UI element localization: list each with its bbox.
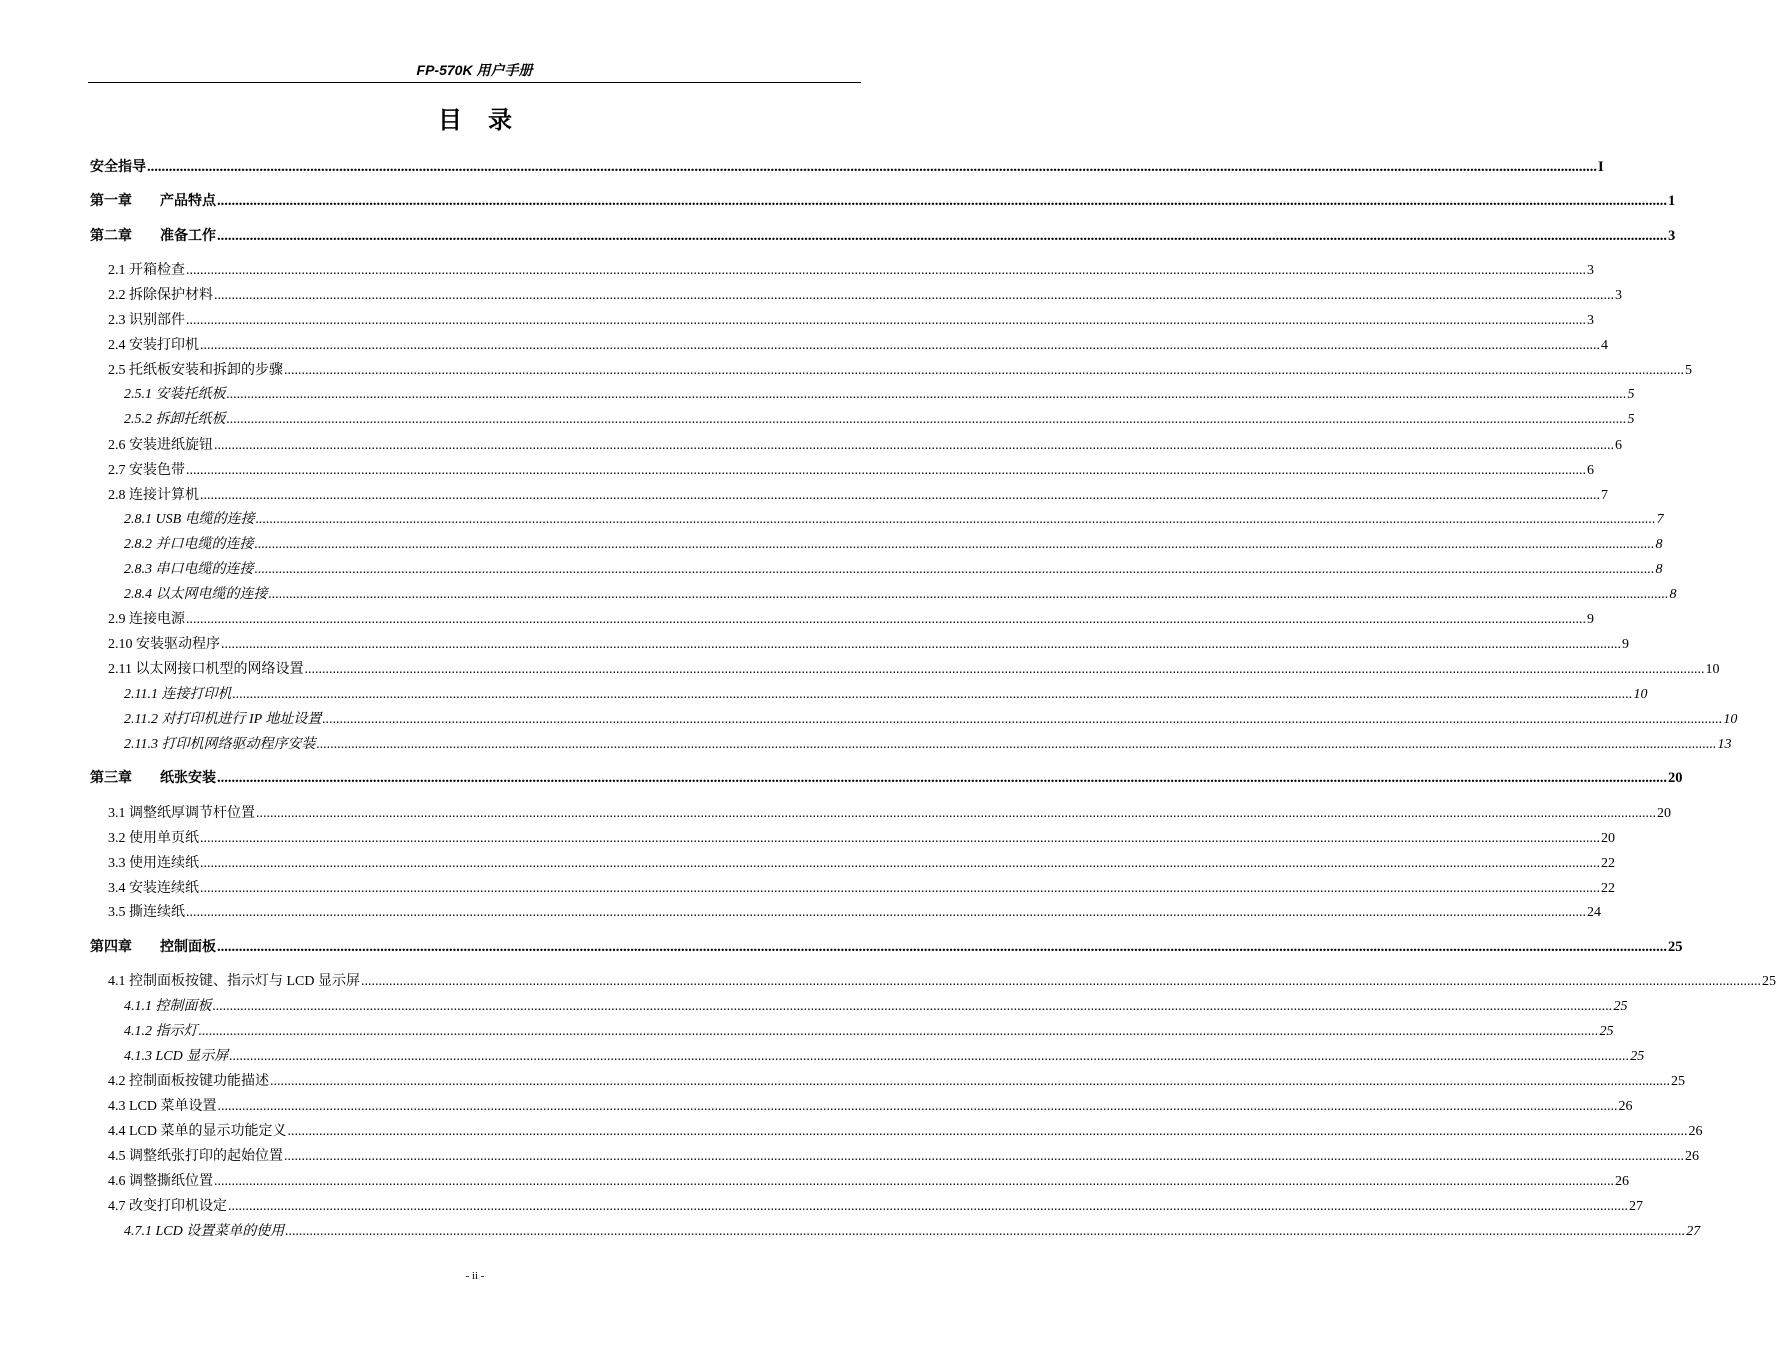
toc-entry-label: 3.5 撕连续纸 bbox=[108, 905, 185, 920]
toc-entry-page: 26 bbox=[1685, 1149, 1699, 1164]
toc-entry-label: 2.5 托纸板安装和拆卸的步骤 bbox=[108, 363, 283, 378]
toc-entry-page: 24 bbox=[1587, 905, 1601, 920]
toc-entry-page: 22 bbox=[1601, 881, 1615, 896]
toc-entry[interactable] bbox=[108, 1095, 1633, 1115]
toc-leader-dots: ................................................................................................................................................................................................................................................................................................................................................................................................................ bbox=[198, 1024, 1599, 1039]
toc-leader-dots: ................................................................................................................................................................................................................................................................................................................................................................................................................ bbox=[232, 687, 1633, 702]
running-header: FP-570K 用户手册 bbox=[416, 62, 533, 78]
page-number: - ii - bbox=[465, 1270, 485, 1282]
toc-entry-label: 2.8.4 以太网电缆的连接 bbox=[124, 587, 268, 602]
toc-entry-page: 25 bbox=[1630, 1049, 1645, 1064]
toc-leader-dots: ................................................................................................................................................................................................................................................................................................................................................................................................................ bbox=[217, 1099, 1618, 1114]
toc-leader-dots: ................................................................................................................................................................................................................................................................................................................................................................................................................ bbox=[285, 1224, 1686, 1239]
toc-leader-dots: ................................................................................................................................................................................................................................................................................................................................................................................................................ bbox=[226, 387, 1627, 402]
toc-entry[interactable] bbox=[90, 156, 1604, 176]
toc-entry-page: 25 bbox=[1668, 939, 1683, 955]
toc-entry[interactable] bbox=[124, 708, 1738, 728]
toc-entry[interactable] bbox=[108, 1195, 1643, 1215]
toc-entry-page: 27 bbox=[1629, 1199, 1643, 1214]
toc-entry-label: 2.11.1 连接打印机 bbox=[124, 687, 232, 702]
toc-entry[interactable] bbox=[108, 334, 1608, 354]
toc-entry[interactable] bbox=[108, 852, 1615, 872]
toc-leader-dots: ................................................................................................................................................................................................................................................................................................................................................................................................................ bbox=[200, 856, 1600, 871]
toc-leader-dots: ................................................................................................................................................................................................................................................................................................................................................................................................................ bbox=[270, 1074, 1670, 1089]
toc-leader-dots: ................................................................................................................................................................................................................................................................................................................................................................................................................ bbox=[304, 662, 1705, 677]
toc-entry[interactable] bbox=[108, 633, 1629, 653]
toc-entry-label: 3.1 调整纸厚调节杆位置 bbox=[108, 806, 255, 821]
toc-leader-dots: ................................................................................................................................................................................................................................................................................................................................................................................................................ bbox=[186, 463, 1586, 478]
toc-entry-page: 6 bbox=[1615, 438, 1622, 453]
toc-leader-dots: ................................................................................................................................................................................................................................................................................................................................................................................................................ bbox=[214, 1174, 1614, 1189]
toc-entry-page: 10 bbox=[1705, 662, 1720, 677]
toc-entry-label: 2.1 开箱检查 bbox=[108, 263, 185, 278]
toc-entry-label: 2.8.3 串口电缆的连接 bbox=[124, 562, 254, 577]
toc-entry-label: 2.2 拆除保护材料 bbox=[108, 288, 213, 303]
toc-entry-page: 4 bbox=[1601, 338, 1608, 353]
toc-entry[interactable] bbox=[108, 970, 1776, 990]
toc-entry[interactable] bbox=[108, 877, 1615, 897]
toc-leader-dots: ................................................................................................................................................................................................................................................................................................................................................................................................................ bbox=[322, 712, 1723, 727]
toc-leader-dots: ................................................................................................................................................................................................................................................................................................................................................................................................................ bbox=[268, 587, 1669, 602]
toc-entry[interactable] bbox=[108, 608, 1594, 628]
toc-leader-dots: ................................................................................................................................................................................................................................................................................................................................................................................................................ bbox=[226, 412, 1627, 427]
toc-entry-label: 4.5 调整纸张打印的起始位置 bbox=[108, 1149, 283, 1164]
toc-entry-page: 3 bbox=[1587, 313, 1594, 328]
toc-entry[interactable] bbox=[124, 683, 1648, 703]
toc-entry-page: 9 bbox=[1587, 612, 1594, 627]
toc-entry[interactable] bbox=[124, 1220, 1701, 1240]
toc-entry-label: 3.4 安装连续纸 bbox=[108, 881, 199, 896]
toc-entry[interactable] bbox=[108, 359, 1692, 379]
toc-entry-page: 26 bbox=[1688, 1124, 1703, 1139]
toc-entry-label: 2.5.2 拆卸托纸板 bbox=[124, 412, 226, 427]
toc-entry[interactable] bbox=[108, 827, 1615, 847]
toc-entry-label: 2.10 安装驱动程序 bbox=[108, 637, 220, 652]
toc-leader-dots: ................................................................................................................................................................................................................................................................................................................................................................................................................ bbox=[186, 905, 1586, 920]
toc-entry[interactable] bbox=[124, 1020, 1614, 1040]
toc-leader-dots: ................................................................................................................................................................................................................................................................................................................................................................................................................ bbox=[254, 537, 1655, 552]
toc-entry-page: 8 bbox=[1669, 587, 1677, 602]
toc-entry[interactable] bbox=[124, 533, 1663, 553]
toc-leader-dots: ................................................................................................................................................................................................................................................................................................................................................................................................................ bbox=[221, 637, 1621, 652]
toc-entry[interactable] bbox=[124, 995, 1628, 1015]
toc-leader-dots: ................................................................................................................................................................................................................................................................................................................................................................................................................ bbox=[284, 363, 1684, 378]
toc-entry-label: 4.1.1 控制面板 bbox=[124, 999, 212, 1014]
toc-entry[interactable] bbox=[108, 658, 1720, 678]
toc-leader-dots: ................................................................................................................................................................................................................................................................................................................................................................................................................ bbox=[256, 806, 1656, 821]
toc-entry-label: 2.8 连接计算机 bbox=[108, 488, 199, 503]
toc-entry-label: 第三章 纸张安装 bbox=[90, 770, 216, 786]
toc-entry-page: 27 bbox=[1686, 1224, 1701, 1239]
toc-entry[interactable] bbox=[90, 767, 1683, 787]
toc-entry-page: 5 bbox=[1685, 363, 1692, 378]
toc-entry-label: 2.9 连接电源 bbox=[108, 612, 185, 627]
toc-entry-label: 4.4 LCD 菜单的显示功能定义 bbox=[108, 1124, 287, 1139]
toc-entry-label: 3.3 使用连续纸 bbox=[108, 856, 199, 871]
toc-entry-page: 7 bbox=[1601, 488, 1608, 503]
toc-entry-page: 9 bbox=[1622, 637, 1629, 652]
toc-leader-dots: ................................................................................................................................................................................................................................................................................................................................................................................................................ bbox=[255, 512, 1656, 527]
toc-entry-page: 26 bbox=[1615, 1174, 1629, 1189]
toc-leader-dots: ................................................................................................................................................................................................................................................................................................................................................................................................................ bbox=[212, 999, 1613, 1014]
toc-entry-label: 2.5.1 安装托纸板 bbox=[124, 387, 226, 402]
toc-entry-label: 4.7.1 LCD 设置菜单的使用 bbox=[124, 1224, 285, 1239]
toc-leader-dots: ................................................................................................................................................................................................................................................................................................................................................................................................................ bbox=[200, 831, 1600, 846]
toc-leader-dots: ................................................................................................................................................................................................................................................................................................................................................................................................................ bbox=[229, 1049, 1630, 1064]
toc-entry-label: 2.4 安装打印机 bbox=[108, 338, 199, 353]
toc-leader-dots: ................................................................................................................................................................................................................................................................................................................................................................................................................ bbox=[214, 288, 1614, 303]
toc-entry[interactable] bbox=[108, 284, 1622, 304]
toc-entry[interactable] bbox=[124, 408, 1635, 428]
toc-entry-page: 22 bbox=[1601, 856, 1615, 871]
toc-leader-dots: ................................................................................................................................................................................................................................................................................................................................................................................................................ bbox=[200, 338, 1600, 353]
toc-leader-dots: ................................................................................................................................................................................................................................................................................................................................................................................................................ bbox=[147, 159, 1597, 175]
toc-entry-page: 25 bbox=[1599, 1024, 1614, 1039]
toc-entry-page: 20 bbox=[1601, 831, 1615, 846]
toc-entry-label: 安全指导 bbox=[90, 159, 146, 175]
toc-entry-page: 7 bbox=[1656, 512, 1664, 527]
toc-entry-page: 20 bbox=[1668, 770, 1683, 786]
toc-entry-page: 3 bbox=[1587, 263, 1594, 278]
toc-entry-page: 25 bbox=[1671, 1074, 1685, 1089]
toc-leader-dots: ................................................................................................................................................................................................................................................................................................................................................................................................................ bbox=[217, 193, 1667, 209]
toc-entry-page: 6 bbox=[1587, 463, 1594, 478]
toc-entry-label: 2.6 安装进纸旋钮 bbox=[108, 438, 213, 453]
toc-entry-label: 2.7 安装色带 bbox=[108, 463, 185, 478]
toc-entry-label: 2.11.3 打印机网络驱动程序安装 bbox=[124, 737, 316, 752]
toc-entry[interactable] bbox=[108, 1070, 1685, 1090]
toc-leader-dots: ................................................................................................................................................................................................................................................................................................................................................................................................................ bbox=[316, 737, 1717, 752]
toc-entry[interactable] bbox=[108, 1145, 1699, 1165]
toc-entry[interactable] bbox=[108, 484, 1608, 504]
toc-entry[interactable] bbox=[108, 259, 1594, 279]
toc-leader-dots: ................................................................................................................................................................................................................................................................................................................................................................................................................ bbox=[217, 228, 1667, 244]
toc-entry-label: 4.3 LCD 菜单设置 bbox=[108, 1099, 217, 1114]
toc-leader-dots: ................................................................................................................................................................................................................................................................................................................................................................................................................ bbox=[217, 939, 1667, 955]
toc-leader-dots: ................................................................................................................................................................................................................................................................................................................................................................................................................ bbox=[200, 488, 1600, 503]
toc-entry-label: 3.2 使用单页纸 bbox=[108, 831, 199, 846]
toc-entry-page: I bbox=[1598, 159, 1604, 175]
toc-entry[interactable] bbox=[90, 936, 1683, 956]
toc-entry[interactable] bbox=[108, 1170, 1629, 1190]
toc-entry-label: 第一章 产品特点 bbox=[90, 193, 216, 209]
toc-entry[interactable] bbox=[124, 583, 1677, 603]
toc-entry-label: 第四章 控制面板 bbox=[90, 939, 216, 955]
toc-entry[interactable] bbox=[124, 1045, 1645, 1065]
toc-leader-dots: ................................................................................................................................................................................................................................................................................................................................................................................................................ bbox=[284, 1149, 1684, 1164]
toc-entry-label: 2.11.2 对打印机进行 IP 地址设置 bbox=[124, 712, 322, 727]
toc-leader-dots: ................................................................................................................................................................................................................................................................................................................................................................................................................ bbox=[214, 438, 1614, 453]
toc-entry-page: 3 bbox=[1668, 228, 1676, 244]
toc-entry-label: 2.11 以太网接口机型的网络设置 bbox=[108, 662, 304, 677]
page-title: 目录 bbox=[438, 106, 538, 134]
toc-leader-dots: ................................................................................................................................................................................................................................................................................................................................................................................................................ bbox=[186, 263, 1586, 278]
toc-entry[interactable] bbox=[108, 901, 1601, 921]
toc-entry-page: 20 bbox=[1657, 806, 1671, 821]
toc-leader-dots: ................................................................................................................................................................................................................................................................................................................................................................................................................ bbox=[228, 1199, 1628, 1214]
toc-entry-label: 4.1 控制面板按键、指示灯与 LCD 显示屏 bbox=[108, 974, 360, 989]
toc-leader-dots: ................................................................................................................................................................................................................................................................................................................................................................................................................ bbox=[254, 562, 1655, 577]
toc-leader-dots: ................................................................................................................................................................................................................................................................................................................................................................................................................ bbox=[186, 313, 1586, 328]
toc-entry[interactable] bbox=[90, 190, 1676, 210]
toc-entry-page: 10 bbox=[1633, 687, 1648, 702]
toc-entry-page: 8 bbox=[1655, 537, 1663, 552]
toc-entry[interactable] bbox=[90, 225, 1676, 245]
toc-entry-label: 4.1.2 指示灯 bbox=[124, 1024, 198, 1039]
toc-entry-label: 2.8.2 并口电缆的连接 bbox=[124, 537, 254, 552]
toc-entry-page: 5 bbox=[1627, 387, 1635, 402]
toc-entry[interactable] bbox=[108, 459, 1594, 479]
toc-entry-page: 8 bbox=[1655, 562, 1663, 577]
toc-entry-page: 5 bbox=[1627, 412, 1635, 427]
toc-entry-label: 4.2 控制面板按键功能描述 bbox=[108, 1074, 269, 1089]
toc-leader-dots: ................................................................................................................................................................................................................................................................................................................................................................................................................ bbox=[200, 881, 1600, 896]
toc-entry-page: 1 bbox=[1668, 193, 1676, 209]
toc-leader-dots: ................................................................................................................................................................................................................................................................................................................................................................................................................ bbox=[217, 770, 1667, 786]
toc-entry-label: 2.8.1 USB 电缆的连接 bbox=[124, 512, 255, 527]
toc-entry[interactable] bbox=[108, 802, 1671, 822]
toc-entry-label: 4.1.3 LCD 显示屏 bbox=[124, 1049, 229, 1064]
toc-entry-label: 4.6 调整撕纸位置 bbox=[108, 1174, 213, 1189]
toc-entry[interactable] bbox=[108, 1120, 1703, 1140]
toc-entry-page: 26 bbox=[1618, 1099, 1633, 1114]
toc-entry-page: 25 bbox=[1762, 974, 1776, 989]
toc-leader-dots: ................................................................................................................................................................................................................................................................................................................................................................................................................ bbox=[186, 612, 1586, 627]
toc-entry[interactable] bbox=[108, 434, 1622, 454]
toc-entry-label: 第二章 准备工作 bbox=[90, 228, 216, 244]
toc-entry-page: 3 bbox=[1615, 288, 1622, 303]
toc-entry[interactable] bbox=[124, 508, 1664, 528]
toc-entry-label: 4.7 改变打印机设定 bbox=[108, 1199, 227, 1214]
toc-entry[interactable] bbox=[108, 309, 1594, 329]
toc-entry[interactable] bbox=[124, 558, 1663, 578]
toc-entry-page: 10 bbox=[1723, 712, 1738, 727]
toc-leader-dots: ................................................................................................................................................................................................................................................................................................................................................................................................................ bbox=[287, 1124, 1688, 1139]
toc-entry[interactable] bbox=[124, 383, 1635, 403]
header-rule bbox=[88, 82, 861, 83]
toc-leader-dots: ................................................................................................................................................................................................................................................................................................................................................................................................................ bbox=[361, 974, 1761, 989]
toc-entry-page: 25 bbox=[1613, 999, 1628, 1014]
toc-entry-label: 2.3 识别部件 bbox=[108, 313, 185, 328]
toc-entry[interactable] bbox=[124, 733, 1732, 753]
toc-entry-page: 13 bbox=[1717, 737, 1732, 752]
